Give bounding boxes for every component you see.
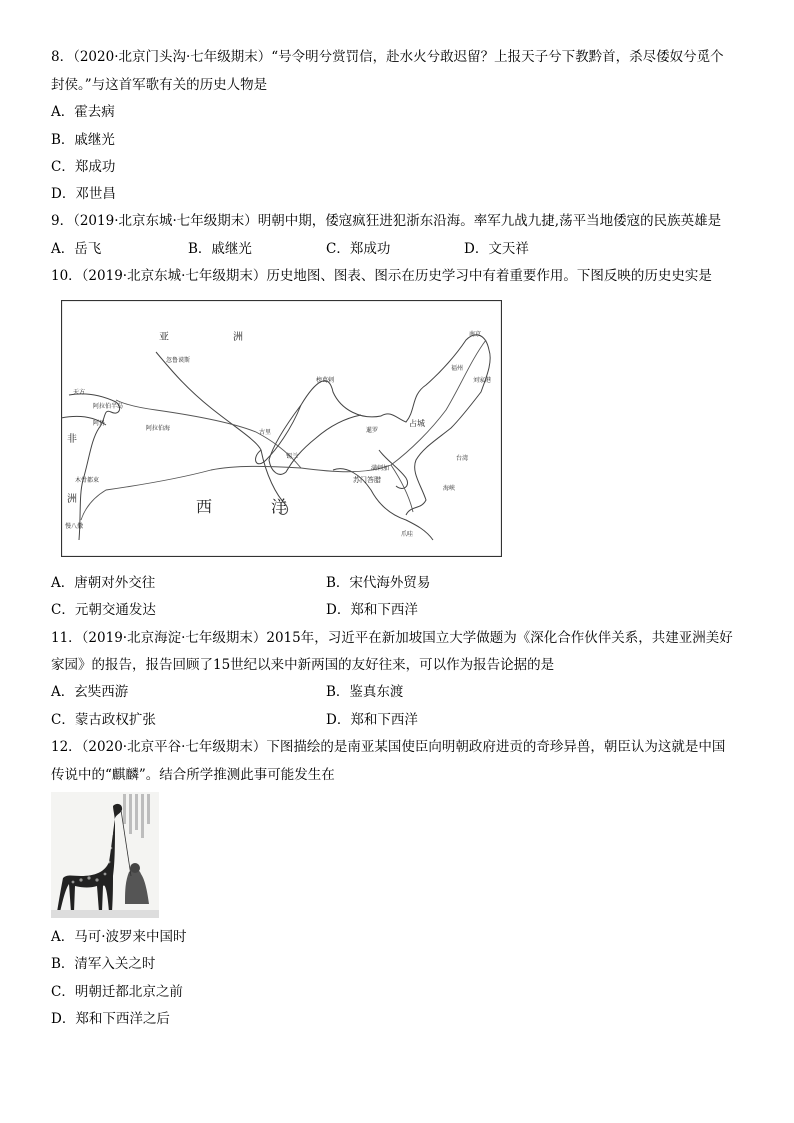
map-label-java: 爪哇 xyxy=(401,531,414,538)
map-label-xi: 西 xyxy=(196,497,213,516)
map-label-yang: 洋 xyxy=(271,497,288,516)
map-label-fuzhou: 福州 xyxy=(451,365,464,372)
map-label-zhancheng: 占城 xyxy=(409,419,425,428)
map-label-guli: 古里 xyxy=(259,429,272,436)
q11-option-a[interactable]: A．玄奘西游 xyxy=(51,684,129,700)
q8-option-b[interactable]: B．戚继光 xyxy=(51,132,115,148)
map-label-arabian-sea: 阿拉伯海 xyxy=(146,425,171,432)
zheng-he-voyage-map xyxy=(61,300,502,557)
q10-option-c[interactable]: C．元朝交通发达 xyxy=(51,602,156,618)
q8-stem-line1: 8．（2020·北京门头沟·七年级期末）“号令明兮赏罚信，赴水火兮敢迟留？上报天子兮下教黔首，杀尽倭奴兮觅个 xyxy=(51,49,724,65)
q12-option-b[interactable]: B．清军入关之时 xyxy=(51,956,156,972)
q12-option-d[interactable]: D．郑和下西洋之后 xyxy=(51,1011,170,1027)
q11-stem-line2: 家园》的报告，报告回顾了15世纪以来中新两国的友好往来，可以作为报告论据的是 xyxy=(51,657,555,673)
map-label-africa-2: 洲 xyxy=(67,494,77,505)
q8-option-a[interactable]: A．霍去病 xyxy=(51,104,115,120)
map-label-haixia: 海峡 xyxy=(443,485,456,492)
q10-option-b[interactable]: B．宋代海外贸易 xyxy=(326,575,431,591)
map-label-malindi: 慢八撒 xyxy=(65,523,84,530)
q11-option-d[interactable]: D．郑和下西洋 xyxy=(326,712,418,728)
map-label-arabia: 阿拉伯半岛 xyxy=(93,403,124,410)
q11-stem-line1: 11．（2019·北京海淀·七年级期末）2015年，习近平在新加坡国立大学做题为《深化合作伙伴关系，共建亚洲美好 xyxy=(51,630,733,646)
q9-stem-line1: 9．（2019·北京东城·七年级期末）明朝中期，倭寇疯狂进犯浙东沿海。率军九战九捷,荡平当地倭寇的民族英雄是 xyxy=(51,213,722,229)
map-label-hormuz: 忽鲁谟斯 xyxy=(166,357,191,364)
map-label-liujiagang: 刘家港 xyxy=(473,377,492,384)
map-label-sumen: 苏门答腊 xyxy=(353,476,381,484)
map-label-asia-2: 洲 xyxy=(233,332,243,343)
map-label-tianfang: 天方 xyxy=(73,389,86,396)
map-label-taiwan: 台湾 xyxy=(456,455,469,462)
map-label-mogadishu: 木骨都束 xyxy=(75,477,100,484)
map-label-asia-1: 亚 xyxy=(159,332,169,343)
q8-option-d[interactable]: D．邓世昌 xyxy=(51,186,116,202)
q11-option-b[interactable]: B．鉴真东渡 xyxy=(326,684,404,700)
q12-stem-line1: 12．（2020·北京平谷·七年级期末）下图描绘的是南亚某国使臣向明朝政府进贡的奇珍异兽，朝臣认为这就是中国 xyxy=(51,739,726,755)
q8-option-c[interactable]: C．郑成功 xyxy=(51,159,116,175)
map-label-nanjing: 南京 xyxy=(469,331,482,338)
q11-option-c[interactable]: C．蒙古政权扩张 xyxy=(51,712,156,728)
map-label-ceylon: 锡兰 xyxy=(286,453,299,460)
q10-option-d[interactable]: D．郑和下西洋 xyxy=(326,602,418,618)
giraffe-tribute-painting xyxy=(51,792,159,918)
q9-option-a[interactable]: A．岳飞 xyxy=(51,241,102,257)
q10-stem-line1: 10．（2019·北京东城·七年级期末）历史地图、图表、图示在历史学习中有着重要作用。下图反映的历史史实是 xyxy=(51,268,712,284)
q10-option-a[interactable]: A．唐朝对外交往 xyxy=(51,575,156,591)
q12-option-a[interactable]: A．马可·波罗来中国时 xyxy=(51,929,187,945)
map-label-bengal: 榜葛剌 xyxy=(316,377,335,384)
map-label-africa-1: 非 xyxy=(67,434,77,445)
q9-option-c[interactable]: C．郑成功 xyxy=(326,241,391,257)
q12-stem-line2: 传说中的“麒麟”。结合所学推测此事可能发生在 xyxy=(51,767,335,783)
map-label-xianluo: 暹罗 xyxy=(366,427,379,434)
map-label-malacca: 满剌加 xyxy=(371,465,390,472)
map-label-aden: 阿丹 xyxy=(93,420,106,427)
q9-option-d[interactable]: D．文天祥 xyxy=(464,241,529,257)
q9-option-b[interactable]: B．戚继光 xyxy=(188,241,252,257)
q12-option-c[interactable]: C．明朝迁都北京之前 xyxy=(51,984,183,1000)
q8-stem-line2: 封侯。”与这首军歌有关的历史人物是 xyxy=(51,77,268,93)
